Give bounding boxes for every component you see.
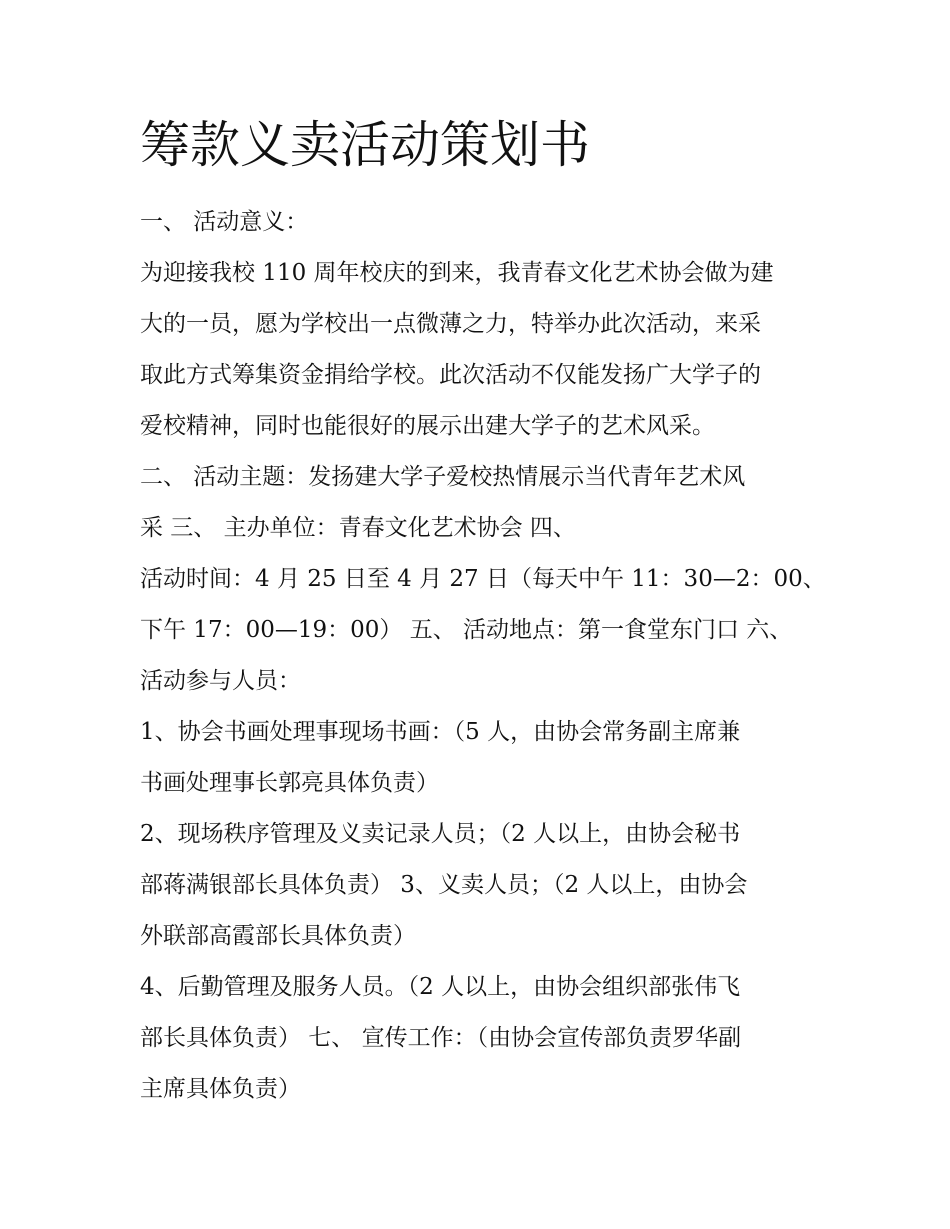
list-item-line: 主席具体负责） (140, 1076, 301, 1102)
list-item-line: 部长具体负责） 七、 宣传工作：（由协会宣传部负责罗华副 (140, 1025, 742, 1051)
list-item-line: 2、现场秩序管理及义卖记录人员；（2 人以上，由协会秘书 (140, 821, 741, 847)
paragraph-line: 爱校精神，同时也能很好的展示出建大学子的艺术风采。 (140, 413, 715, 439)
list-item-line: 4、后勤管理及服务人员。（2 人以上，由协会组织部张伟飞 (140, 974, 741, 1000)
paragraph-line: 活动时间：4 月 25 日至 4 月 27 日（每天中午 11：30—2：00、 (140, 566, 826, 592)
list-item-line: 外联部高霞部长具体负责） (140, 923, 416, 949)
section-heading-significance: 一、 活动意义： (140, 209, 309, 235)
document-title: 筹款义卖活动策划书 (140, 116, 590, 174)
paragraph-line: 大的一员，愿为学校出一点微薄之力，特举办此次活动，来采 (140, 311, 761, 337)
list-item-line: 部蒋满银部长具体负责） 3、义卖人员；（2 人以上，由协会 (140, 872, 748, 898)
list-item-line: 书画处理事长郭亮具体负责） (140, 770, 439, 796)
paragraph-line: 活动参与人员： (140, 668, 301, 694)
list-item-line: 1、协会书画处理事现场书画：（5 人，由协会常务副主席兼 (140, 719, 741, 745)
paragraph-line: 采 三、 主办单位：青春文化艺术协会 四、 (140, 515, 576, 541)
paragraph-line: 二、 活动主题：发扬建大学子爱校热情展示当代青年艺术风 (140, 464, 746, 490)
paragraph-line: 为迎接我校 110 周年校庆的到来，我青春文化艺术协会做为建 (140, 260, 774, 286)
paragraph-line: 取此方式筹集资金捐给学校。此次活动不仅能发扬广大学子的 (140, 362, 761, 388)
paragraph-line: 下午 17：00—19：00） 五、 活动地点：第一食堂东门口 六、 (140, 617, 793, 643)
